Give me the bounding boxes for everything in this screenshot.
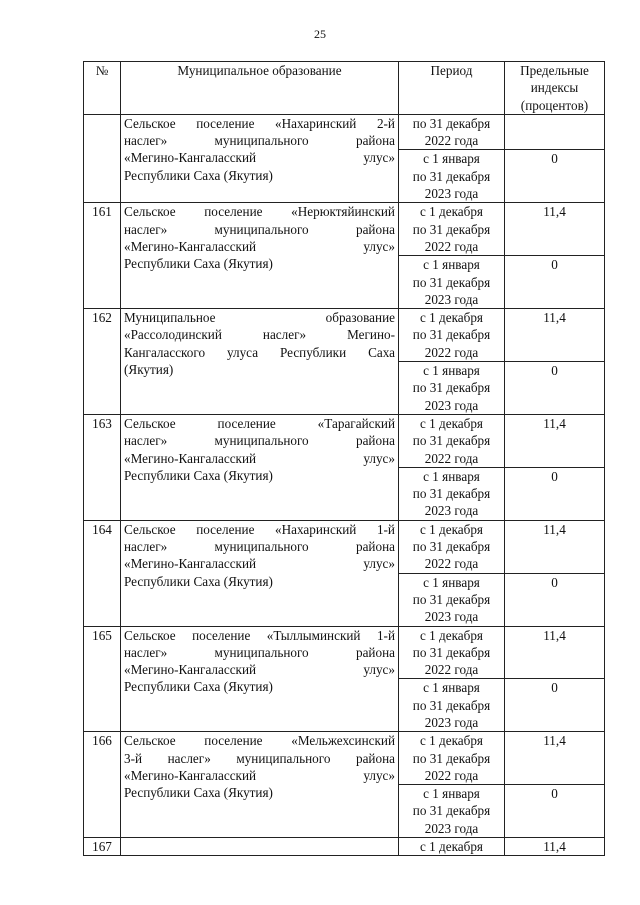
period-line: 2023 года [424,397,479,413]
period-cell [399,150,505,203]
index-value: 0 [505,256,605,309]
period-cell [399,203,505,256]
period-line: с 1 января [423,363,480,379]
table-header-row [84,62,605,115]
row-number: 164 [84,520,121,626]
municipality-name-line: «Мегино-Кангаласский улус» [124,150,395,166]
index-value: 11,4 [505,203,605,256]
period-line: с 1 января [423,151,480,167]
index-value: 11,4 [505,838,605,856]
period-line: с 1 января [423,574,480,590]
municipality-name-line: наслег» муниципального района [124,133,395,149]
municipality-name-line: Сельское поселение «Тарагайский [124,415,395,431]
municipality-name-line: «Мегино-Кангаласский улус» [124,662,395,678]
municipality-name-line: наслег» муниципального района [124,539,395,555]
period-line: 2022 года [424,662,479,678]
period-line: 2022 года [424,344,479,360]
header-num: № [84,62,121,115]
municipality-name-line: 3-й наслег» муниципального района [124,750,395,766]
period-line: с 1 января [423,468,480,484]
period-line: по 31 декабря [412,433,491,449]
table-row [84,309,605,362]
period-line: по 31 декабря [412,274,491,290]
period-line: по 31 декабря [412,644,491,660]
municipality-name-line: «Рассолодинский наслег» Мегино- [124,327,395,343]
index-value: 11,4 [505,626,605,679]
index-value: 11,4 [505,732,605,785]
index-value: 11,4 [505,520,605,573]
period-line: по 31 декабря [412,803,491,819]
row-number: 161 [84,203,121,309]
page-number: 25 [314,27,326,41]
municipality-name-line: Сельское поселение «Нерюктяйинский [124,204,395,220]
index-value: 0 [505,785,605,838]
header-index-line: (процентов) [520,97,589,113]
municipality-name [121,838,399,856]
municipality-name-line: Сельское поселение «Нахаринский 2-й [124,115,395,131]
index-value: 0 [505,679,605,732]
period-line: 2023 года [424,609,479,625]
period-line: 2022 года [424,767,479,783]
period-line: с 1 января [423,786,480,802]
header-municipality: Муниципальное образование [121,62,399,115]
period-line: по 31 декабря [412,168,491,184]
municipality-name-line: Республики Саха (Якутия) [124,785,273,801]
period-line: с 1 декабря [419,204,484,220]
table-row [84,520,605,573]
row-number: 162 [84,309,121,415]
municipality-name-line: Сельское поселение «Нахаринский 1-й [124,521,395,537]
municipality-name-line: Республики Саха (Якутия) [124,573,273,589]
period-line: с 1 декабря [419,310,484,326]
table-row [84,732,605,785]
municipality-name-line: Муниципальное образование [124,310,395,326]
period-line: по 31 декабря [412,750,491,766]
index-value: 0 [505,573,605,626]
header-index-line: индексы [530,80,579,96]
period-line: 2023 года [424,291,479,307]
index-value: 11,4 [505,414,605,467]
index-value: 0 [505,150,605,203]
period-line: 2022 года [424,556,479,572]
table-row [84,203,605,256]
municipality-name [121,520,399,626]
municipality-name [121,732,399,838]
period-line: по 31 декабря [412,327,491,343]
index-value: 11,4 [505,309,605,362]
row-number: 166 [84,732,121,838]
period-cell [399,309,505,362]
municipality-name-line: «Мегино-Кангаласский улус» [124,767,395,783]
municipality-name-line: наслег» муниципального района [124,644,395,660]
period-line: 2022 года [424,238,479,254]
period-line: по 31 декабря [412,486,491,502]
municipality-name [121,414,399,520]
period-cell [399,626,505,679]
period-cell [399,114,505,150]
municipality-name-line: Республики Саха (Якутия) [124,467,273,483]
municipality-name-line: Сельское поселение «Мельжехсинский [124,733,395,749]
period-line: с 1 декабря [419,733,484,749]
period-line: по 31 декабря [412,539,491,555]
period-line: с 1 декабря [419,627,484,643]
index-value: 0 [505,362,605,415]
municipality-name-line: «Мегино-Кангаласский улус» [124,450,395,466]
table-row [84,626,605,679]
index-value [505,114,605,150]
period-line: по 31 декабря [412,380,491,396]
row-number: 167 [84,838,121,856]
period-line: 2023 года [424,503,479,519]
municipality-name-line: Республики Саха (Якутия) [124,256,273,272]
period-line: по 31 декабря [412,115,491,131]
period-cell [399,679,505,732]
period-line: 2023 года [424,714,479,730]
municipality-name-line: Республики Саха (Якутия) [124,167,273,183]
period-cell: с 1 декабря [399,838,505,856]
municipality-name [121,203,399,309]
municipality-name-line: наслег» муниципального района [124,433,395,449]
municipality-name-line: (Якутия) [124,362,174,378]
period-cell [399,256,505,309]
period-cell [399,520,505,573]
period-line: по 31 декабря [412,591,491,607]
period-line: по 31 декабря [412,221,491,237]
period-line: с 1 января [423,257,480,273]
municipality-name [121,309,399,415]
municipality-name-line: Кангаласского улуса Республики Саха [124,344,395,360]
period-line: с 1 декабря [419,415,484,431]
table-row [84,414,605,467]
municipality-name [121,114,399,202]
period-cell [399,467,505,520]
municipality-name-line: «Мегино-Кангаласский улус» [124,556,395,572]
period-line: по 31 декабря [412,697,491,713]
municipality-name-line: Сельское поселение «Тыллыминский 1-й [124,627,395,643]
period-cell [399,573,505,626]
period-cell [399,785,505,838]
row-number: 165 [84,626,121,732]
header-index [505,62,605,115]
period-line: с 1 декабря [419,521,484,537]
row-number [84,114,121,202]
municipality-name-line: Республики Саха (Якутия) [124,679,273,695]
header-period: Период [399,62,505,115]
table-row [84,114,605,150]
row-number: 163 [84,414,121,520]
period-cell [399,362,505,415]
period-cell [399,414,505,467]
municipality-name [121,626,399,732]
municipality-name-line: наслег» муниципального района [124,221,395,237]
period-line: 2023 года [424,186,479,202]
index-value: 0 [505,467,605,520]
header-index-line: Предельные [520,63,589,78]
municipality-name-line: «Мегино-Кангаласский улус» [124,238,395,254]
period-line: 2022 года [424,133,479,149]
limit-indexes-table [83,61,605,856]
table-row [84,838,605,856]
period-cell [399,732,505,785]
period-line: 2023 года [424,820,479,836]
period-line: 2022 года [424,450,479,466]
period-line: с 1 января [423,680,480,696]
